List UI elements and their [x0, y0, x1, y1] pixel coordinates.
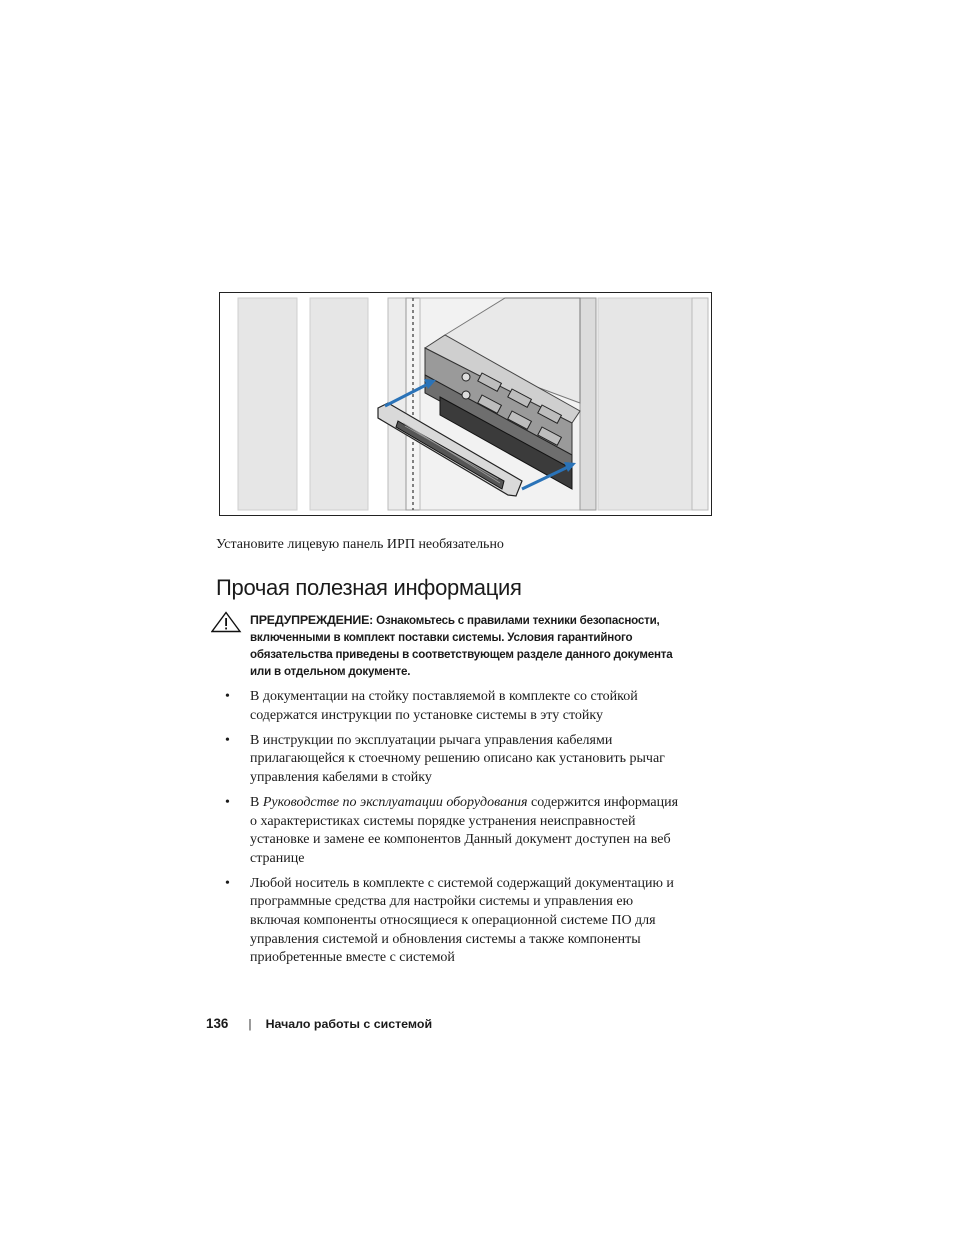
- warning-label: ПРЕДУПРЕЖДЕНИЕ:: [250, 613, 374, 627]
- warning-text: [250, 612, 720, 680]
- list-item-line: Любой носитель в комплекте с системой содержащий документацию и: [250, 875, 674, 891]
- bullet-icon: •: [225, 875, 230, 891]
- footer-document-title: Начало работы с системой: [265, 1017, 433, 1031]
- footer-separator: |: [248, 1017, 252, 1031]
- warning-triangle-icon: [211, 611, 243, 633]
- warning-line: или в отдельном документе.: [250, 665, 411, 678]
- rack-bezel-drawing: [220, 293, 711, 515]
- page-number: 136: [206, 1016, 229, 1031]
- list-item-line: [250, 794, 726, 813]
- list-item-line: управления системой и обновления системы а также компоненты: [250, 931, 641, 947]
- list-item-line: содержатся инструкции по установке системы в эту стойку: [250, 707, 603, 723]
- list-item-line: В инструкции по эксплуатации рычага управления кабелями: [250, 732, 613, 748]
- list-item-line: программные средства для настройки системы и управления ею: [250, 894, 634, 910]
- figure-caption: Установите лицевую панель ИРП необязательно: [216, 537, 504, 552]
- list-item-line: приобретенные вместе с системой: [250, 950, 455, 966]
- info-bullet-list: [216, 688, 726, 974]
- list-item-line: прилагающейся к стоечному решению описано как установить рычаг: [250, 751, 665, 767]
- warning-line: обязательства приведены в соответствующем разделе данного документа: [250, 648, 673, 661]
- list-item-line: управления кабелями в стойку: [250, 769, 432, 785]
- section-heading: Прочая полезная информация: [216, 575, 522, 600]
- bullet-icon: •: [225, 689, 230, 704]
- bezel-installation-illustration: [219, 292, 712, 516]
- list-item: [216, 732, 726, 788]
- list-item: [216, 688, 726, 725]
- warning-line: [250, 612, 720, 629]
- list-item-line: установке и замене ее компонентов Данный документ доступен на веб: [250, 832, 671, 848]
- list-item: [216, 875, 726, 968]
- list-item-line: В документации на стойку поставляемой в комплекте со стойкой: [250, 689, 638, 704]
- list-item-line: о характеристиках системы порядке устранения неисправностей: [250, 813, 636, 829]
- warning-line-text: Ознакомьтесь с правилами техники безопасности,: [376, 614, 660, 627]
- list-item: [216, 794, 726, 868]
- list-item-line: включая компоненты относящиеся к операционной системе ПО для: [250, 913, 656, 929]
- list-item-line: странице: [250, 850, 305, 866]
- list-item-suffix: содержится информация: [527, 794, 679, 810]
- page-footer: [206, 1015, 432, 1033]
- warning-line: включенными в комплект поставки системы. Условия гарантийного: [250, 631, 633, 644]
- bullet-icon: •: [225, 732, 230, 748]
- list-item-prefix: В: [250, 794, 263, 810]
- manual-title-reference: Руководстве по эксплуатации оборудования: [262, 794, 528, 810]
- bullet-icon: •: [225, 794, 230, 810]
